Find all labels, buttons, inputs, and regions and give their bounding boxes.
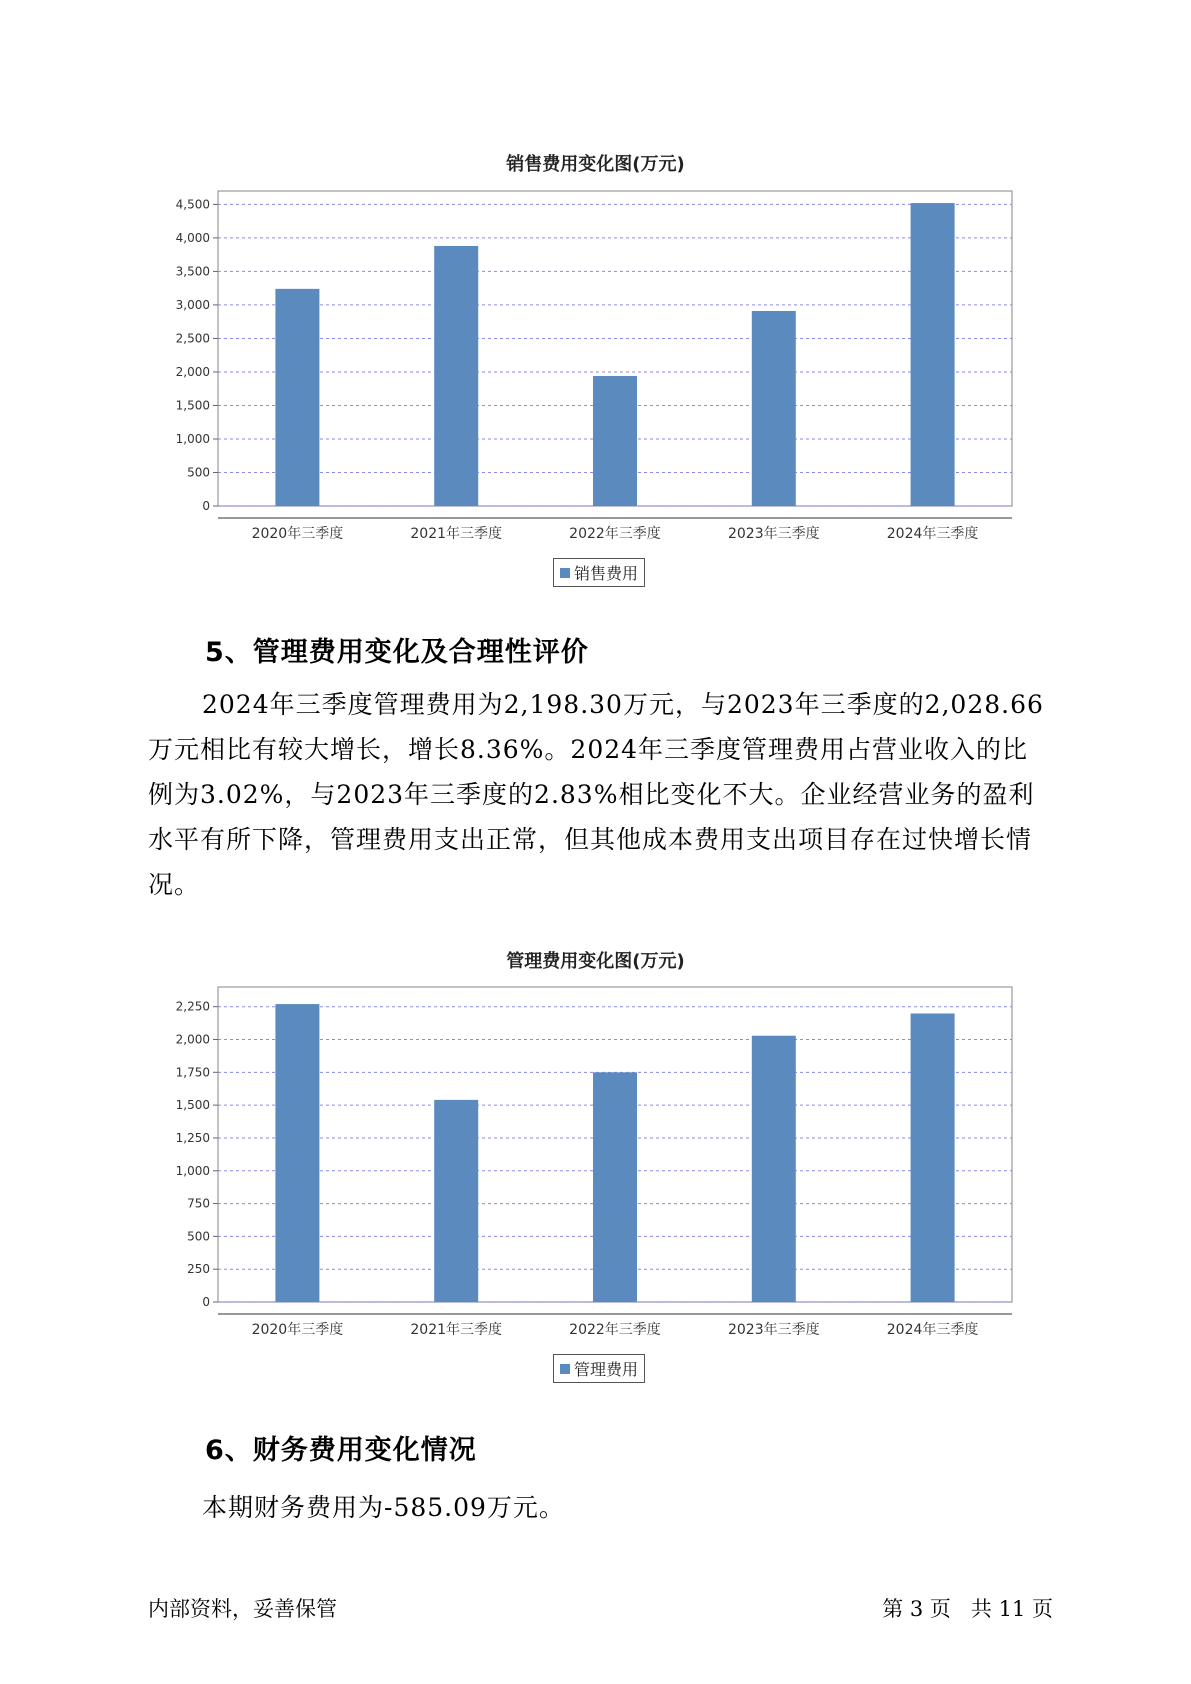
y-tick-label: 250 [187,1262,210,1277]
bar [593,1072,637,1302]
y-tick-label: 4,500 [175,197,210,212]
footer-page-number: 第 3 页 共 11 页 [882,1597,1053,1621]
x-tick-label: 2022年三季度 [569,526,661,542]
x-tick-label: 2021年三季度 [410,1322,503,1338]
x-tick-label: 2023年三季度 [727,526,820,542]
y-tick-label: 1,750 [175,1065,210,1080]
y-tick-label: 2,000 [175,1032,210,1047]
x-tick-label: 2023年三季度 [727,1322,820,1338]
x-tick-label: 2020年三季度 [251,526,344,542]
y-tick-label: 2,250 [175,999,210,1014]
legend-label: 管理费用 [574,1360,639,1379]
bar [434,1100,478,1302]
admin-chart-title: 管理费用变化图(万元) [506,951,685,972]
y-tick-label: 500 [187,465,210,480]
x-tick-label: 2020年三季度 [251,1322,344,1338]
y-tick-label: 2,500 [175,331,210,346]
footer-confidential: 内部资料，妥善保管 [148,1597,337,1621]
legend-label: 销售费用 [574,564,639,583]
bar [752,1036,796,1302]
y-tick-label: 1,500 [175,398,210,413]
y-tick-label: 3,000 [175,297,210,312]
y-tick-label: 0 [202,1295,210,1309]
x-tick-label: 2021年三季度 [410,526,503,542]
y-tick-label: 2,000 [175,364,210,379]
y-tick-label: 1,250 [175,1130,210,1145]
sales-chart-title: 销售费用变化图(万元) [506,154,685,175]
y-tick-label: 500 [187,1229,210,1244]
y-tick-label: 750 [187,1196,210,1211]
section6-heading: 6、财务费用变化情况 [205,1435,477,1466]
bar [275,1004,319,1302]
section5-paragraph: 2024年三季度管理费用为2,198.30万元，与2023年三季度的2,028.66万元相比有较大增长，增长8.36%。2024年三季度管理费用占营业收入的比例为3.02%，与2023年三季度的2.83%相比变化不大。企业经营业务的盈利水平有所下降，管理费用支出正常，但其他成本费用支出项目存在过快增长情况。 [148,690,1044,899]
section6-paragraph: 本期财务费用为-585.09万元。 [202,1493,565,1522]
x-tick-label: 2024年三季度 [886,526,979,542]
y-tick-label: 4,000 [175,230,210,245]
y-tick-label: 0 [202,499,210,513]
y-tick-label: 1,000 [175,431,210,446]
y-tick-label: 1,000 [175,1163,210,1178]
y-tick-label: 3,500 [175,264,210,279]
legend-swatch [560,1364,570,1374]
bar [911,1013,955,1302]
y-tick-label: 1,500 [175,1098,210,1113]
x-tick-label: 2022年三季度 [569,1322,661,1338]
admin-chart-legend [553,1354,645,1383]
x-tick-label: 2024年三季度 [886,1322,979,1338]
section5-heading: 5、管理费用变化及合理性评价 [205,637,589,668]
